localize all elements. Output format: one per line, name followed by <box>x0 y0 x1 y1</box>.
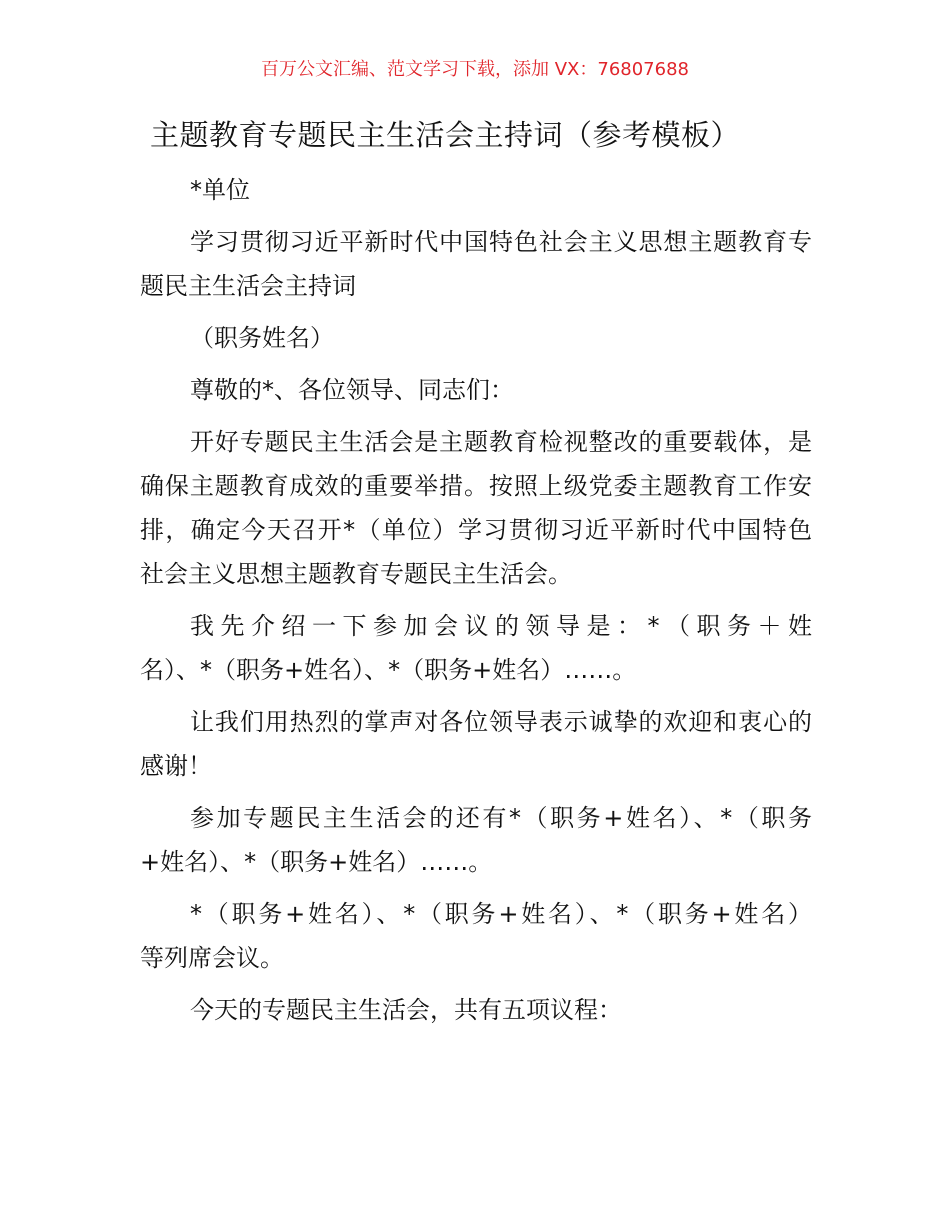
paragraph-line: （职务姓名） <box>190 324 334 352</box>
paragraph-line: *（职务+姓名）、*（职务+姓名）、*（职务+姓名） <box>190 900 812 928</box>
paragraph-line: 让我们用热烈的掌声对各位领导表示诚挚的欢迎和衷心的 <box>190 708 812 736</box>
paragraph <box>140 604 812 692</box>
document-body <box>140 168 812 1040</box>
paragraph-line: 开好专题民主生活会是主题教育检视整改的重要载体，是 <box>190 428 812 456</box>
paragraph <box>140 220 812 308</box>
paragraph <box>140 316 812 360</box>
paragraph-line: 名）、*（职务+姓名）、*（职务+姓名）……。 <box>140 656 637 684</box>
paragraph-line: 确保主题教育成效的重要举措。按照上级党委主题教育工作安 <box>140 472 812 500</box>
paragraph-line: 题民主生活会主持词 <box>140 272 356 300</box>
download-banner: 百万公文汇编、范文学习下载，添加 VX：76807688 <box>261 59 689 80</box>
paragraph-line: 等列席会议。 <box>140 944 284 972</box>
paragraph-line: 社会主义思想主题教育专题民主生活会。 <box>140 560 572 588</box>
paragraph <box>140 796 812 884</box>
paragraph-line: 尊敬的*、各位领导、同志们： <box>190 376 514 404</box>
paragraph <box>140 168 812 212</box>
paragraph-line: 参加专题民主生活会的还有*（职务+姓名）、*（职务 <box>190 804 812 832</box>
paragraph <box>140 420 812 596</box>
paragraph <box>140 988 812 1032</box>
paragraph <box>140 700 812 788</box>
paragraph <box>140 892 812 980</box>
paragraph-line: +姓名）、*（职务+姓名）……。 <box>140 848 493 876</box>
paragraph-line: 今天的专题民主生活会，共有五项议程： <box>190 996 622 1024</box>
paragraph-line: 排，确定今天召开*（单位）学习贯彻习近平新时代中国特色 <box>140 516 812 544</box>
paragraph-line: 我先介绍一下参加会议的领导是：*（职务＋姓 <box>190 612 812 640</box>
paragraph-line: 学习贯彻习近平新时代中国特色社会主义思想主题教育专 <box>190 228 812 256</box>
paragraph-line: 感谢！ <box>140 752 212 780</box>
paragraph-line: *单位 <box>190 176 250 204</box>
document-title: 主题教育专题民主生活会主持词（参考模板） <box>150 118 741 152</box>
paragraph <box>140 368 812 412</box>
